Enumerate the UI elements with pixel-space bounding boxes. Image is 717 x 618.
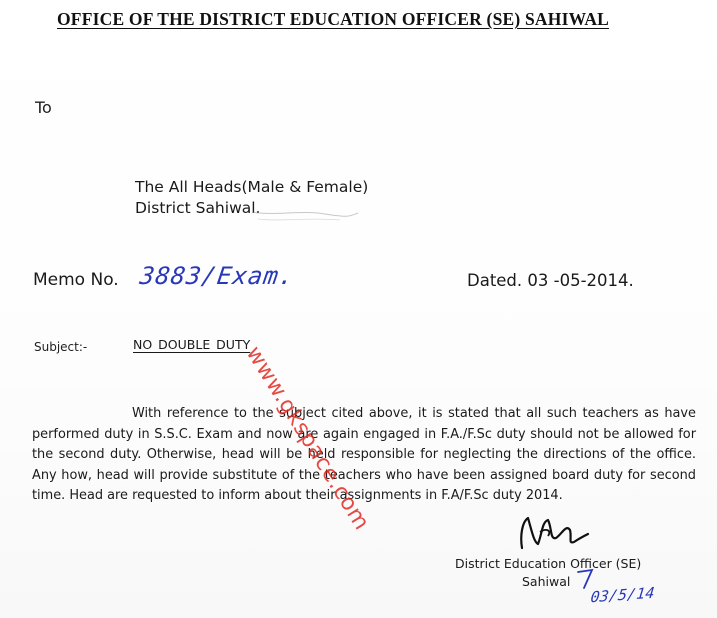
- body-paragraph: [32, 404, 696, 507]
- recipient-address-line-2: District Sahiwal.: [135, 199, 261, 217]
- subject-label: Subject:-: [34, 340, 88, 354]
- handwritten-signature: [512, 508, 592, 558]
- signature-date-handwritten: 03/5/14: [589, 583, 656, 607]
- signatory-title: District Education Officer (SE): [455, 556, 642, 571]
- memo-number-handwritten: 3883/Exam.: [138, 262, 297, 290]
- signatory-place: Sahiwal: [522, 574, 571, 589]
- subject-text: NO DOUBLE DUTY: [133, 337, 251, 352]
- recipient-address-line-1: The All Heads(Male & Female): [135, 178, 369, 196]
- to-label: To: [35, 98, 52, 117]
- memo-label: Memo No.: [33, 270, 119, 290]
- watermark-text: www.gkspace.com: [240, 342, 375, 535]
- body-paragraph-text: With reference to the subject cited above, it is stated that all such teachers as have performed duty in S.S.C. Exam and now are again engaged in F.A./F.Sc duty should not be allowed for the second duty. Otherwise, head will be held responsible for neglecting the directions of the office. Any how, head will provide substitute of the teachers who have been assigned board duty for second time. Head are requested to inform about their assignments in F.A/F.Sc duty 2014.: [32, 406, 696, 504]
- pen-mark: [250, 204, 360, 226]
- memo-date: Dated. 03 -05-2014.: [467, 271, 634, 290]
- office-title: OFFICE OF THE DISTRICT EDUCATION OFFICER (SE) SAHIWAL: [57, 9, 610, 29]
